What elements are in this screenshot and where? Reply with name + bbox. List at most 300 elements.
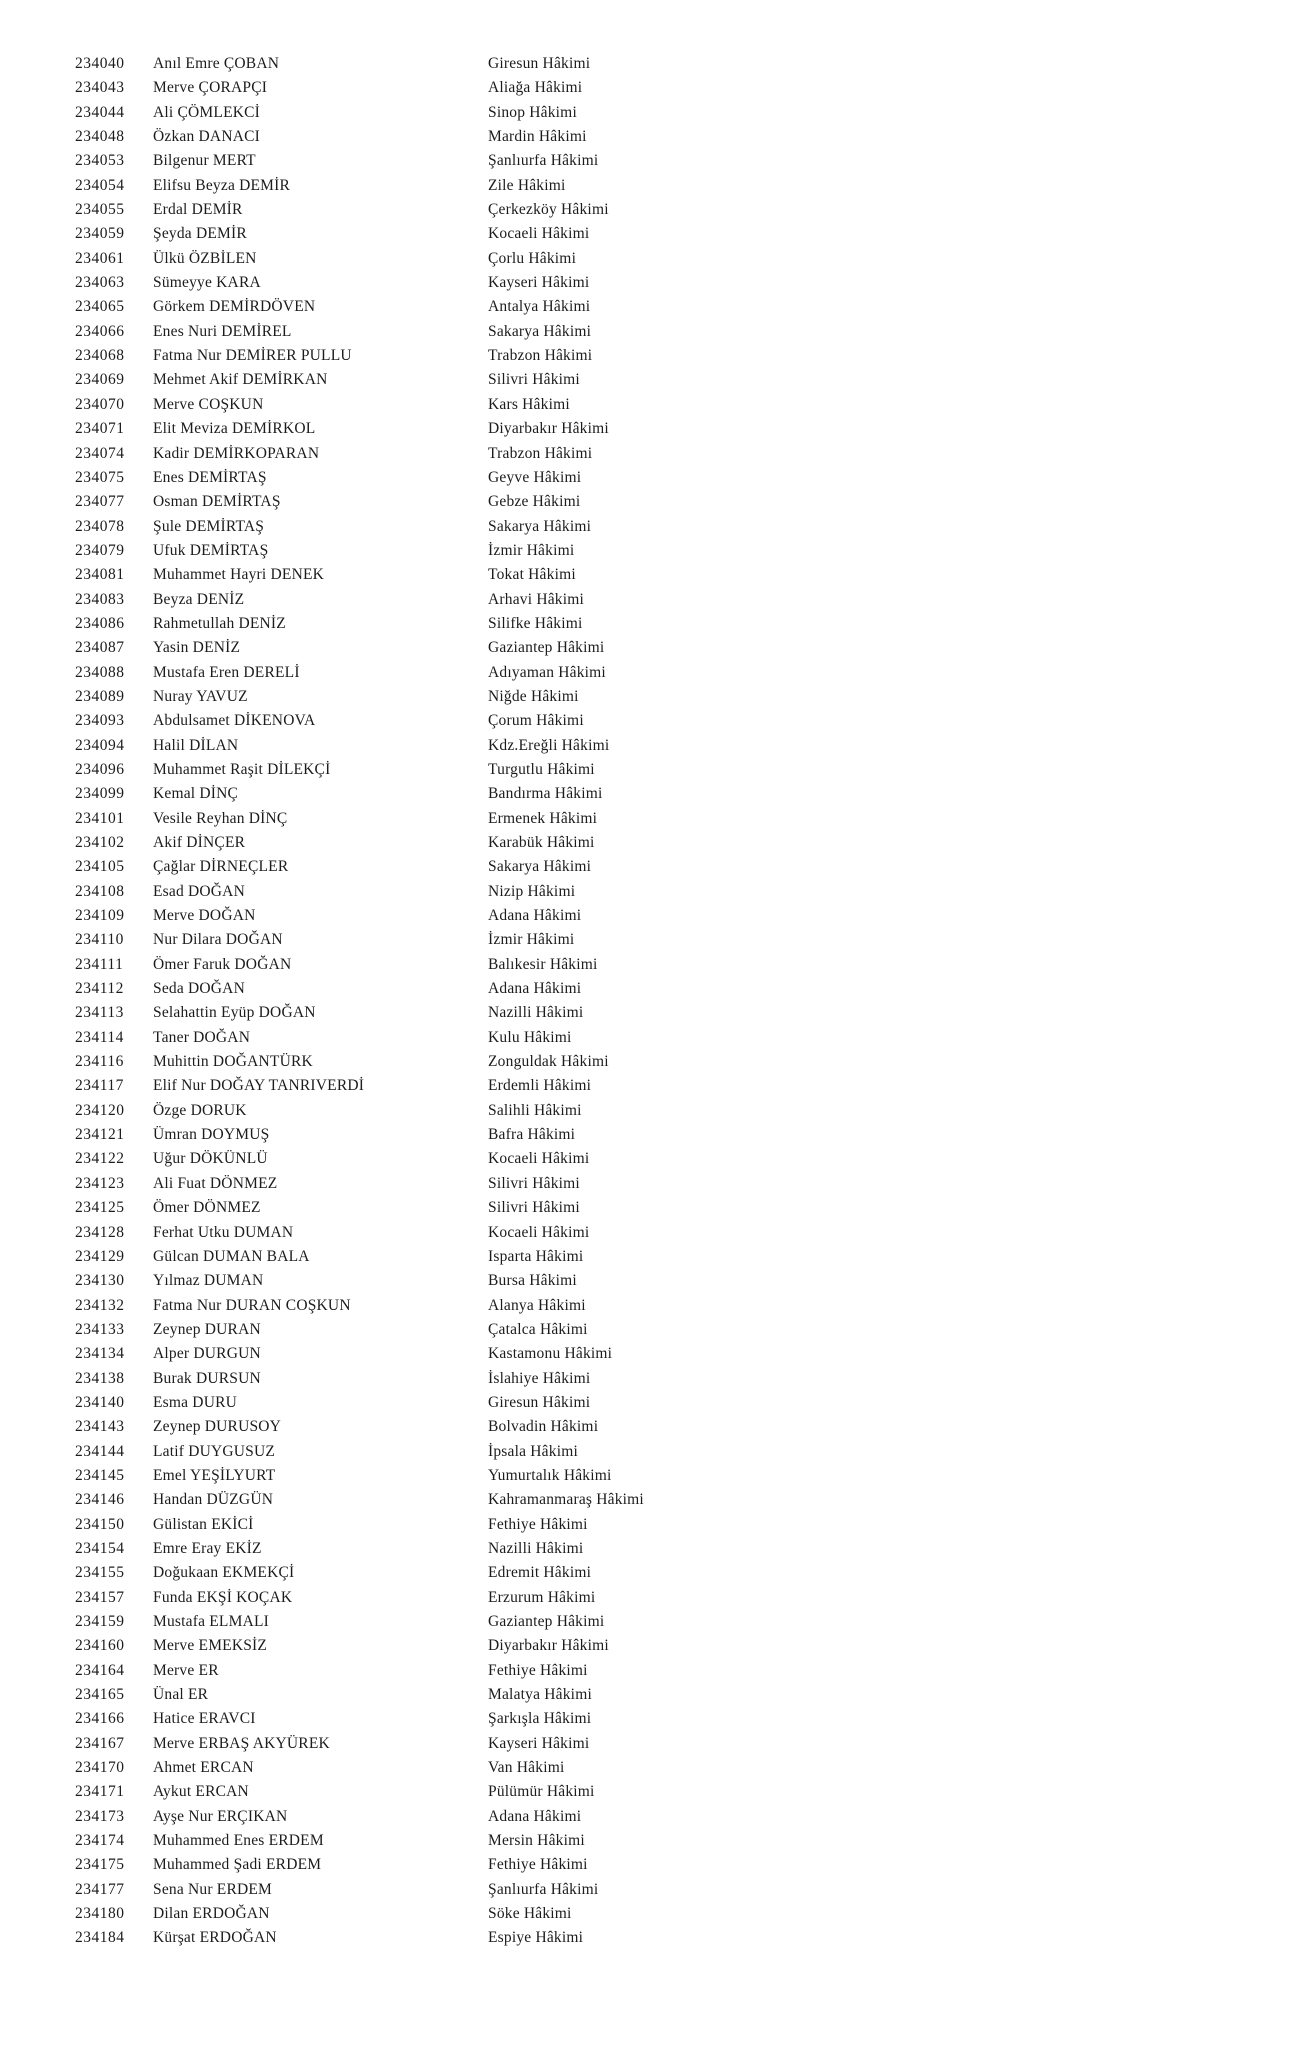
registry-number: 234083: [75, 590, 125, 608]
duty-station: Kulu Hâkimi: [488, 1028, 572, 1046]
table-row: [75, 855, 1263, 879]
judge-name: Mustafa Eren DERELİ: [153, 663, 300, 681]
duty-station: Adıyaman Hâkimi: [488, 663, 606, 681]
table-row: [75, 125, 1263, 149]
table-row: [75, 198, 1263, 222]
duty-station: Zonguldak Hâkimi: [488, 1053, 609, 1071]
judge-name: Elif Nur DOĞAY TANRIVERDİ: [153, 1077, 365, 1095]
registry-number: 234174: [75, 1832, 125, 1850]
duty-station: Giresun Hâkimi: [488, 55, 591, 72]
registry-number: 234061: [75, 249, 125, 267]
table-row: [75, 1391, 1263, 1415]
registry-number: 234164: [75, 1661, 125, 1679]
table-row: [75, 344, 1263, 368]
registry-number: 234089: [75, 687, 125, 705]
duty-station: Niğde Hâkimi: [488, 687, 579, 705]
judge-name: Yılmaz DUMAN: [153, 1272, 264, 1290]
judge-name: Erdal DEMİR: [153, 201, 243, 219]
registry-number: 234121: [75, 1126, 125, 1144]
judge-name: Özge DORUK: [153, 1101, 247, 1119]
judge-name: Ufuk DEMİRTAŞ: [153, 541, 269, 559]
duty-station: Şanlıurfa Hâkimi: [488, 152, 599, 170]
registry-number: 234150: [75, 1515, 125, 1533]
duty-station: Kahramanmaraş Hâkimi: [488, 1491, 644, 1509]
judge-name: Dilan ERDOĞAN: [153, 1905, 270, 1923]
table-row: [75, 149, 1263, 173]
duty-station: Sakarya Hâkimi: [488, 322, 592, 340]
duty-station: Kocaeli Hâkimi: [488, 225, 590, 243]
registry-number: 234160: [75, 1637, 125, 1655]
judge-name: Çağlar DİRNEÇLER: [153, 858, 289, 876]
table-row: [75, 76, 1263, 100]
registry-number: 234165: [75, 1686, 125, 1704]
duty-station: Silivri Hâkimi: [488, 371, 580, 389]
table-row: [75, 904, 1263, 928]
table-row: [75, 442, 1263, 466]
judge-name: Ayşe Nur ERÇIKAN: [153, 1807, 288, 1825]
registry-number: 234043: [75, 79, 125, 97]
duty-station: Alanya Hâkimi: [488, 1296, 586, 1314]
table-row: [75, 1342, 1263, 1366]
duty-station: Espiye Hâkimi: [488, 1929, 584, 1947]
table-row: [75, 685, 1263, 709]
judge-name: Handan DÜZGÜN: [153, 1491, 274, 1509]
table-row: [75, 1878, 1263, 1902]
registry-number: 234093: [75, 712, 125, 730]
judge-name: Merve ER: [153, 1661, 219, 1679]
table-row: [75, 247, 1263, 271]
table-row: [75, 1902, 1263, 1926]
table-row: [75, 1440, 1263, 1464]
duty-station: Erdemli Hâkimi: [488, 1077, 592, 1095]
duty-station: Erzurum Hâkimi: [488, 1588, 596, 1606]
registry-number: 234144: [75, 1442, 125, 1460]
judge-name: Görkem DEMİRDÖVEN: [153, 298, 316, 316]
judge-name: Nuray YAVUZ: [153, 687, 248, 705]
table-row: [75, 393, 1263, 417]
duty-station: İpsala Hâkimi: [488, 1442, 578, 1460]
judge-name: Uğur DÖKÜNLÜ: [153, 1150, 268, 1168]
registry-number: 234173: [75, 1807, 125, 1825]
table-row: [75, 953, 1263, 977]
registry-number: 234129: [75, 1247, 125, 1265]
registry-number: 234079: [75, 541, 125, 559]
registry-number: 234065: [75, 298, 125, 316]
judge-name: Ali Fuat DÖNMEZ: [153, 1174, 278, 1192]
duty-station: İzmir Hâkimi: [488, 541, 575, 559]
duty-station: Van Hâkimi: [488, 1759, 565, 1777]
duty-station: Trabzon Hâkimi: [488, 444, 593, 462]
table-row: [75, 320, 1263, 344]
registry-number: 234116: [75, 1053, 124, 1071]
registry-number: 234087: [75, 639, 125, 657]
registry-number: 234108: [75, 882, 125, 900]
judge-name: Muhammed Enes ERDEM: [153, 1832, 324, 1850]
registry-number: 234123: [75, 1174, 125, 1192]
judge-name: Zeynep DURUSOY: [153, 1418, 282, 1436]
registry-number: 234054: [75, 176, 125, 194]
judge-name: Abdulsamet DİKENOVA: [153, 712, 316, 730]
registry-number: 234088: [75, 663, 125, 681]
table-row: [75, 1464, 1263, 1488]
table-row: [75, 1074, 1263, 1098]
duty-station: Kastamonu Hâkimi: [488, 1345, 613, 1363]
table-row: [75, 101, 1263, 125]
table-row: [75, 734, 1263, 758]
registry-number: 234078: [75, 517, 125, 535]
table-row: [75, 1026, 1263, 1050]
duty-station: Diyarbakır Hâkimi: [488, 420, 609, 438]
registry-number: 234113: [75, 1004, 124, 1022]
registry-number: 234075: [75, 468, 125, 486]
table-row: [75, 1099, 1263, 1123]
table-row: [75, 1926, 1263, 1950]
judge-name: Osman DEMİRTAŞ: [153, 493, 281, 511]
registry-number: 234063: [75, 274, 125, 292]
table-row: [75, 1537, 1263, 1561]
judge-name: Selahattin Eyüp DOĞAN: [153, 1004, 316, 1022]
duty-station: Kocaeli Hâkimi: [488, 1150, 590, 1168]
registry-number: 234132: [75, 1296, 125, 1314]
table-row: [75, 831, 1263, 855]
duty-station: Sakarya Hâkimi: [488, 517, 592, 535]
table-row: [75, 1123, 1263, 1147]
duty-station: Adana Hâkimi: [488, 980, 582, 998]
registry-number: 234086: [75, 614, 125, 632]
duty-station: Nazilli Hâkimi: [488, 1539, 584, 1557]
table-row: [75, 271, 1263, 295]
table-row: [75, 1756, 1263, 1780]
judge-name: Aykut ERCAN: [153, 1783, 249, 1801]
registry-number: 234175: [75, 1856, 125, 1874]
duty-station: Kars Hâkimi: [488, 395, 570, 413]
judge-name: Fatma Nur DEMİRER PULLU: [153, 347, 352, 365]
judge-name: Emre Eray EKİZ: [153, 1539, 262, 1557]
judge-name: Emel YEŞİLYURT: [153, 1466, 276, 1484]
duty-station: Adana Hâkimi: [488, 907, 582, 925]
judge-name: Halil DİLAN: [153, 736, 239, 754]
registry-number: 234053: [75, 152, 125, 170]
judge-name: Elit Meviza DEMİRKOL: [153, 420, 316, 438]
judge-name: Gülistan EKİCİ: [153, 1515, 254, 1533]
registry-number: 234101: [75, 809, 125, 827]
judge-name: Kadir DEMİRKOPARAN: [153, 444, 320, 462]
table-row: [75, 1172, 1263, 1196]
duty-station: Gaziantep Hâkimi: [488, 1613, 605, 1630]
judge-name: Burak DURSUN: [153, 1369, 261, 1387]
duty-station: Malatya Hâkimi: [488, 1686, 592, 1704]
table-row: [75, 1707, 1263, 1731]
table-row: [75, 52, 1263, 76]
judge-name: Merve EMEKSİZ: [153, 1637, 268, 1655]
judge-name: Anıl Emre ÇOBAN: [153, 55, 280, 72]
table-row: [75, 1829, 1263, 1853]
judge-name: Kemal DİNÇ: [153, 785, 239, 803]
registry-number: 234094: [75, 736, 125, 754]
judge-name: Merve ÇORAPÇI: [153, 79, 268, 97]
table-row: [75, 1634, 1263, 1658]
judge-name: Beyza DENİZ: [153, 590, 245, 608]
table-row: [75, 758, 1263, 782]
table-row: [75, 222, 1263, 246]
duty-station: Edremit Hâkimi: [488, 1564, 592, 1582]
table-row: [75, 1415, 1263, 1439]
registry-number: 234125: [75, 1199, 125, 1217]
registry-number: 234159: [75, 1613, 125, 1630]
duty-station: Karabük Hâkimi: [488, 834, 595, 851]
table-row: [75, 1221, 1263, 1245]
table-row: [75, 1488, 1263, 1512]
registry-number: 234112: [75, 980, 124, 998]
judge-name: Doğukaan EKMEKÇİ: [153, 1564, 295, 1582]
judge-name: Vesile Reyhan DİNÇ: [153, 809, 288, 827]
duty-station: Antalya Hâkimi: [488, 298, 591, 316]
table-row: [75, 612, 1263, 636]
registry-number: 234099: [75, 785, 125, 803]
duty-station: Silivri Hâkimi: [488, 1174, 580, 1192]
table-row: [75, 1586, 1263, 1610]
duty-station: Turgutlu Hâkimi: [488, 760, 595, 778]
registry-number: 234140: [75, 1393, 125, 1411]
registry-number: 234110: [75, 931, 124, 949]
duty-station: Tokat Hâkimi: [488, 566, 576, 584]
duty-station: Bolvadin Hâkimi: [488, 1418, 599, 1436]
duty-station: Adana Hâkimi: [488, 1807, 582, 1825]
table-row: [75, 1853, 1263, 1877]
registry-number: 234055: [75, 201, 125, 219]
table-row: [75, 588, 1263, 612]
duty-station: Trabzon Hâkimi: [488, 347, 593, 365]
table-row: [75, 466, 1263, 490]
judge-name: Enes Nuri DEMİREL: [153, 322, 292, 340]
duty-station: Pülümür Hâkimi: [488, 1783, 595, 1801]
duty-station: Mersin Hâkimi: [488, 1832, 585, 1850]
table-row: [75, 928, 1263, 952]
registry-number: 234059: [75, 225, 125, 243]
judge-name: Ünal ER: [153, 1686, 209, 1704]
duty-station: Nizip Hâkimi: [488, 882, 576, 900]
duty-station: Gebze Hâkimi: [488, 493, 581, 511]
judge-name: Ferhat Utku DUMAN: [153, 1223, 294, 1241]
judge-name: Bilgenur MERT: [153, 152, 256, 170]
judge-name: Merve DOĞAN: [153, 907, 256, 925]
judge-name: Ahmet ERCAN: [153, 1759, 254, 1777]
registry-number: 234180: [75, 1905, 125, 1923]
judge-name: Akif DİNÇER: [153, 834, 246, 851]
registry-number: 234096: [75, 760, 125, 778]
registry-number: 234177: [75, 1880, 125, 1898]
table-row: [75, 1659, 1263, 1683]
registry-number: 234184: [75, 1929, 125, 1947]
registry-number: 234074: [75, 444, 125, 462]
duty-station: Bafra Hâkimi: [488, 1126, 576, 1144]
registry-number: 234111: [75, 955, 124, 973]
judge-name: Mehmet Akif DEMİRKAN: [153, 371, 328, 389]
judge-name: Özkan DANACI: [153, 128, 261, 146]
judge-name: Şeyda DEMİR: [153, 225, 247, 243]
judge-name: Zeynep DURAN: [153, 1320, 261, 1338]
judge-name: Ali ÇÖMLEKCİ: [153, 103, 261, 121]
duty-station: Fethiye Hâkimi: [488, 1856, 588, 1874]
registry-number: 234117: [75, 1077, 124, 1095]
registry-number: 234122: [75, 1150, 125, 1168]
table-row: [75, 539, 1263, 563]
judge-name: Ömer DÖNMEZ: [153, 1199, 261, 1217]
registry-number: 234134: [75, 1345, 125, 1363]
judges-list: [75, 52, 1263, 1951]
table-row: [75, 1269, 1263, 1293]
table-row: [75, 1367, 1263, 1391]
table-row: [75, 174, 1263, 198]
registry-number: 234133: [75, 1320, 125, 1338]
judge-name: Hatice ERAVCI: [153, 1710, 256, 1728]
table-row: [75, 1050, 1263, 1074]
duty-station: Diyarbakır Hâkimi: [488, 1637, 609, 1655]
judge-name: Elifsu Beyza DEMİR: [153, 176, 291, 194]
table-row: [75, 977, 1263, 1001]
duty-station: Bursa Hâkimi: [488, 1272, 577, 1290]
table-row: [75, 1196, 1263, 1220]
table-row: [75, 661, 1263, 685]
table-row: [75, 1610, 1263, 1634]
table-row: [75, 490, 1263, 514]
duty-station: Zile Hâkimi: [488, 176, 566, 194]
registry-number: 234145: [75, 1466, 125, 1484]
duty-station: Mardin Hâkimi: [488, 128, 587, 146]
duty-station: Aliağa Hâkimi: [488, 79, 583, 97]
table-row: [75, 1318, 1263, 1342]
duty-station: Fethiye Hâkimi: [488, 1661, 588, 1679]
judge-name: Esma DURU: [153, 1393, 238, 1411]
registry-number: 234130: [75, 1272, 125, 1290]
duty-station: Arhavi Hâkimi: [488, 590, 585, 608]
judge-name: Muhammed Şadi ERDEM: [153, 1856, 322, 1874]
registry-number: 234120: [75, 1101, 125, 1119]
duty-station: Kdz.Ereğli Hâkimi: [488, 736, 610, 754]
table-row: [75, 368, 1263, 392]
duty-station: Çerkezköy Hâkimi: [488, 201, 609, 219]
duty-station: Gaziantep Hâkimi: [488, 639, 605, 657]
duty-station: Isparta Hâkimi: [488, 1247, 584, 1265]
registry-number: 234146: [75, 1491, 125, 1509]
duty-station: İzmir Hâkimi: [488, 931, 575, 949]
registry-number: 234066: [75, 322, 125, 340]
duty-station: İslahiye Hâkimi: [488, 1369, 591, 1387]
table-row: [75, 1561, 1263, 1585]
table-row: [75, 1683, 1263, 1707]
duty-station: Sakarya Hâkimi: [488, 858, 592, 876]
table-row: [75, 782, 1263, 806]
judge-name: Fatma Nur DURAN COŞKUN: [153, 1296, 351, 1314]
duty-station: Şarkışla Hâkimi: [488, 1710, 592, 1728]
judge-name: Muhammet Hayri DENEK: [153, 566, 325, 584]
registry-number: 234071: [75, 420, 125, 438]
registry-number: 234166: [75, 1710, 125, 1728]
registry-number: 234102: [75, 834, 125, 851]
judge-name: Gülcan DUMAN BALA: [153, 1247, 310, 1265]
judge-name: Sümeyye KARA: [153, 274, 261, 292]
registry-number: 234114: [75, 1028, 124, 1046]
registry-number: 234155: [75, 1564, 125, 1582]
duty-station: Kayseri Hâkimi: [488, 1734, 590, 1752]
judge-name: Mustafa ELMALI: [153, 1613, 270, 1630]
table-row: [75, 1001, 1263, 1025]
judge-name: Nur Dilara DOĞAN: [153, 931, 283, 949]
judge-name: Alper DURGUN: [153, 1345, 261, 1363]
duty-station: Çorum Hâkimi: [488, 712, 584, 730]
duty-station: Geyve Hâkimi: [488, 468, 582, 486]
registry-number: 234109: [75, 907, 125, 925]
table-row: [75, 880, 1263, 904]
judge-name: Taner DOĞAN: [153, 1028, 251, 1046]
judge-name: Esad DOĞAN: [153, 882, 245, 900]
duty-station: Nazilli Hâkimi: [488, 1004, 584, 1022]
registry-number: 234157: [75, 1588, 125, 1606]
judge-name: Ülkü ÖZBİLEN: [153, 249, 257, 267]
judge-name: Ümran DOYMUŞ: [153, 1126, 270, 1144]
registry-number: 234081: [75, 566, 125, 584]
duty-station: Giresun Hâkimi: [488, 1393, 591, 1411]
duty-station: Şanlıurfa Hâkimi: [488, 1880, 599, 1898]
registry-number: 234077: [75, 493, 125, 511]
judge-name: Sena Nur ERDEM: [153, 1880, 273, 1898]
registry-number: 234069: [75, 371, 125, 389]
duty-station: Kocaeli Hâkimi: [488, 1223, 590, 1241]
judge-name: Merve ERBAŞ AKYÜREK: [153, 1734, 330, 1752]
judge-name: Yasin DENİZ: [153, 639, 241, 657]
registry-number: 234128: [75, 1223, 125, 1241]
table-row: [75, 1147, 1263, 1171]
duty-station: Silifke Hâkimi: [488, 614, 583, 632]
duty-station: Sinop Hâkimi: [488, 103, 577, 121]
duty-station: Balıkesir Hâkimi: [488, 955, 598, 973]
table-row: [75, 1294, 1263, 1318]
registry-number: 234070: [75, 395, 125, 413]
table-row: [75, 563, 1263, 587]
duty-station: Söke Hâkimi: [488, 1905, 572, 1923]
table-row: [75, 1805, 1263, 1829]
duty-station: Silivri Hâkimi: [488, 1199, 580, 1217]
table-row: [75, 709, 1263, 733]
judge-name: Kürşat ERDOĞAN: [153, 1929, 277, 1947]
registry-number: 234167: [75, 1734, 125, 1752]
duty-station: Salihli Hâkimi: [488, 1101, 582, 1119]
registry-number: 234105: [75, 858, 125, 876]
judge-name: Şule DEMİRTAŞ: [153, 517, 265, 535]
judge-name: Muhammet Raşit DİLEKÇİ: [153, 760, 331, 778]
registry-number: 234170: [75, 1759, 125, 1777]
registry-number: 234143: [75, 1418, 125, 1436]
table-row: [75, 1513, 1263, 1537]
duty-station: Ermenek Hâkimi: [488, 809, 598, 827]
duty-station: Bandırma Hâkimi: [488, 785, 603, 803]
table-row: [75, 1245, 1263, 1269]
registry-number: 234154: [75, 1539, 125, 1557]
table-row: [75, 807, 1263, 831]
judge-name: Rahmetullah DENİZ: [153, 614, 286, 632]
registry-number: 234040: [75, 55, 125, 72]
table-row: [75, 295, 1263, 319]
judge-name: Enes DEMİRTAŞ: [153, 468, 267, 486]
registry-number: 234044: [75, 103, 125, 121]
table-row: [75, 1732, 1263, 1756]
duty-station: Kayseri Hâkimi: [488, 274, 590, 292]
duty-station: Çatalca Hâkimi: [488, 1320, 588, 1338]
duty-station: Yumurtalık Hâkimi: [488, 1466, 612, 1484]
registry-number: 234171: [75, 1783, 125, 1801]
registry-number: 234138: [75, 1369, 125, 1387]
registry-number: 234048: [75, 128, 125, 146]
